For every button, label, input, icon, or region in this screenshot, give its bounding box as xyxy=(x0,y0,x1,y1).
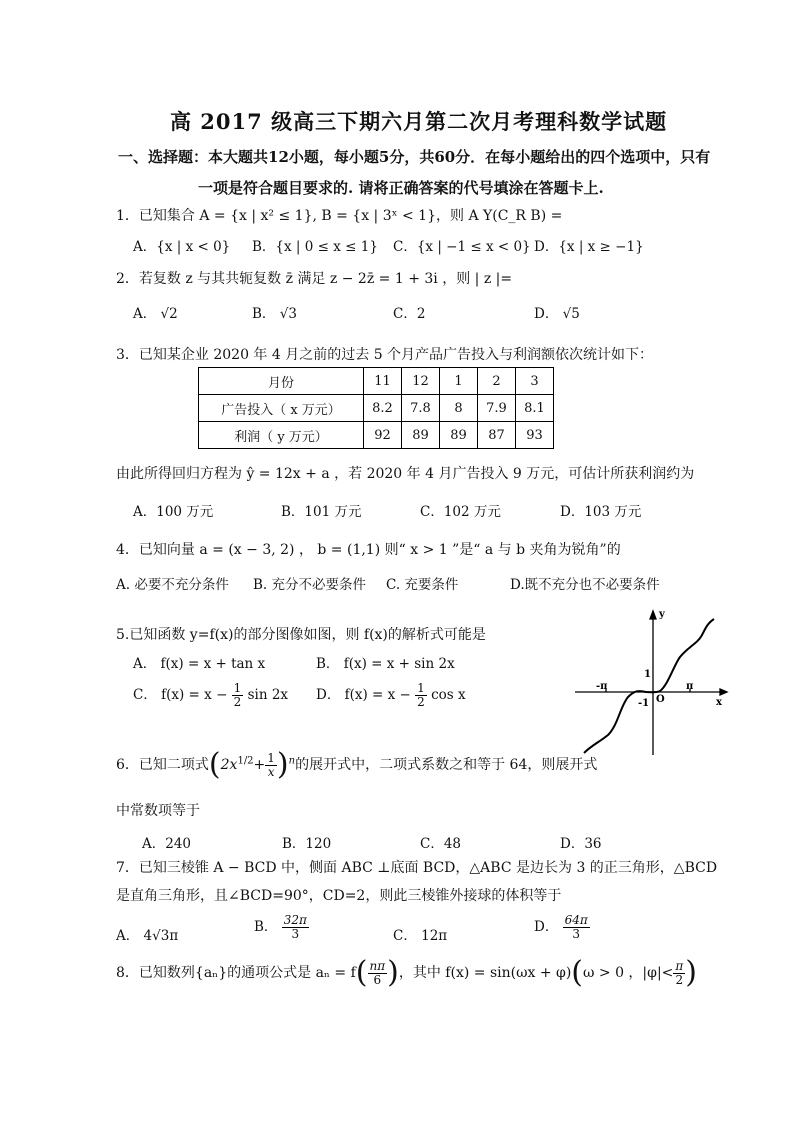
close-paren: ) xyxy=(685,955,697,990)
q5-option-c xyxy=(133,682,288,709)
q5-function-graph xyxy=(570,605,730,760)
binomial-power: n xyxy=(288,755,296,767)
table-row xyxy=(199,368,554,395)
y-axis-arrow xyxy=(650,611,656,619)
q7-option-c: C． 12π xyxy=(393,928,448,944)
fraction-denominator: 3 xyxy=(572,927,581,941)
table-row-label: 广告投入（ x 万元） xyxy=(199,395,364,422)
graph-tick-neg-pi: -π xyxy=(596,681,608,692)
graph-x-label: x xyxy=(716,697,722,708)
q3-stem: 3．已知某企业 2020 年 4 月之前的过去 5 个月产品广告投入与利润额依次统计如下： xyxy=(116,347,654,363)
q6-stem-2: 中常数项等于 xyxy=(116,803,200,819)
table-cell: 87 xyxy=(478,422,516,449)
table-cell: 7.9 xyxy=(478,395,516,422)
q8-fraction xyxy=(368,960,388,987)
q7-option-d xyxy=(534,914,590,941)
table-cell: 2 xyxy=(478,368,516,395)
fraction-denominator: 3 xyxy=(291,927,300,941)
q7-option-d-fraction xyxy=(563,914,590,941)
q6-stem xyxy=(116,747,598,782)
q5-option-c-prefix: C． f(x) = x − xyxy=(133,687,228,703)
q3-stem-2: 由此所得回归方程为 ŷ = 12x + a ，若 2020 年 4 月广告投入 9 万元，可估计所获利润约为 xyxy=(116,466,695,482)
table-row xyxy=(199,395,554,422)
table-cell: 11 xyxy=(364,368,402,395)
q5-stem: 5.已知函数 y=f(x)的部分图像如图，则 f(x)的解析式可能是 xyxy=(116,627,486,643)
graph-tick-pi: π xyxy=(686,681,694,692)
table-cell: 3 xyxy=(516,368,554,395)
q6-stem-prefix: 6．已知二项式 xyxy=(116,757,209,773)
table-cell: 1 xyxy=(440,368,478,395)
fraction-numerator: 1 xyxy=(267,750,275,765)
fraction-numerator: nπ xyxy=(369,958,386,973)
close-paren: ) xyxy=(387,955,399,990)
q7-option-a: A． 4√3π xyxy=(116,928,179,944)
q5-option-a: A． f(x) = x + tan x xyxy=(133,656,266,672)
fraction-numerator: π xyxy=(675,958,684,973)
q8-condition-fraction xyxy=(673,960,685,987)
fraction-numerator: 64π xyxy=(564,913,588,927)
graph-y-label: y xyxy=(659,609,665,620)
q5-option-d xyxy=(316,682,466,709)
close-paren: ) xyxy=(276,747,289,782)
graph-tick-neg1: -1 xyxy=(638,698,650,709)
q4-option-b: B. 充分不必要条件 xyxy=(253,577,367,593)
fraction-numerator: 1 xyxy=(233,681,242,695)
table-row xyxy=(199,422,554,449)
table-cell: 89 xyxy=(402,422,440,449)
q7-option-b-fraction xyxy=(282,914,309,941)
q2-option-c: C．2 xyxy=(393,306,426,322)
table-cell: 12 xyxy=(402,368,440,395)
q1-option-b: B．{x | 0 ≤ x ≤ 1} xyxy=(252,239,378,255)
q2-option-b: B． √3 xyxy=(252,306,297,322)
binomial-fraction xyxy=(265,752,277,779)
q5-option-d-prefix: D． f(x) = x − xyxy=(316,687,411,703)
q3-option-c: C．102 万元 xyxy=(420,504,501,520)
binomial-coef: 2x xyxy=(220,757,238,773)
table-cell: 7.8 xyxy=(402,395,440,422)
table-cell: 8.2 xyxy=(364,395,402,422)
q6-option-b: B．120 xyxy=(282,836,332,852)
q3-data-table xyxy=(198,367,554,449)
q4-option-d: D.既不充分也不必要条件 xyxy=(510,577,660,593)
q6-option-a: A．240 xyxy=(142,836,192,852)
q1-option-a: A．{x | x < 0} xyxy=(133,239,231,255)
q1-stem: 1．已知集合 A = {x | x² ≤ 1}, B = {x | 3ˣ < 1}，则 A Y(C_R B) = xyxy=(116,208,563,224)
q8-stem-middle: ，其中 f(x) = sin(ωx + φ) xyxy=(398,965,572,981)
q8-stem-prefix: 8．已知数列{aₙ}的通项公式是 aₙ = f xyxy=(116,965,356,981)
q3-option-b: B．101 万元 xyxy=(281,504,362,520)
q5-option-d-fraction xyxy=(415,682,427,709)
q1-option-c: C．{x | −1 ≤ x < 0} xyxy=(393,239,531,255)
q8-condition: ω > 0 ，|φ|< xyxy=(583,965,674,981)
fraction-denominator: x xyxy=(267,764,275,779)
table-cell: 8.1 xyxy=(516,395,554,422)
q3-option-d: D．103 万元 xyxy=(560,504,642,520)
table-header-label: 月份 xyxy=(199,368,364,395)
binomial-exponent: 1/2 xyxy=(237,755,254,767)
q6-option-d: D．36 xyxy=(560,836,602,852)
table-cell: 92 xyxy=(364,422,402,449)
q5-option-d-suffix: cos x xyxy=(431,687,466,703)
q4-option-a: A. 必要不充分条件 xyxy=(116,577,229,593)
section-instruction-line1: 一、选择题：本大题共12小题，每小题5分，共60分．在每小题给出的四个选项中，只有 xyxy=(118,148,711,166)
q2-option-a: A． √2 xyxy=(133,306,178,322)
fraction-numerator: 1 xyxy=(417,681,425,695)
table-row-label: 利润（ y 万元） xyxy=(199,422,364,449)
open-paren: ( xyxy=(208,747,221,782)
q5-option-c-suffix: sin 2x xyxy=(247,687,289,703)
open-paren: ( xyxy=(355,955,368,990)
q7-stem: 7．已知三棱锥 A − BCD 中，侧面 ABC ⊥底面 BCD，△ABC 是边长为 3 的正三角形，△BCD xyxy=(116,860,718,876)
q6-option-c: C．48 xyxy=(420,836,462,852)
q4-stem: 4．已知向量 a = (x − 3, 2) ， b = (1,1) 则“ x > 1 ”是“ a 与 b 夹角为锐角”的 xyxy=(116,542,621,558)
table-cell: 93 xyxy=(516,422,554,449)
q1-option-d: D．{x | x ≥ −1} xyxy=(534,239,644,255)
q7-option-b-prefix: B． xyxy=(254,919,278,935)
q6-stem-suffix: 的展开式中，二项式系数之和等于 64，则展开式 xyxy=(295,757,598,773)
section-instruction-line2: 一项是符合题目要求的. 请将正确答案的代号填涂在答题卡上. xyxy=(198,179,604,197)
page-title: 高 2017 级高三下期六月第二次月考理科数学试题 xyxy=(170,109,668,134)
table-cell: 89 xyxy=(440,422,478,449)
q4-option-c: C. 充要条件 xyxy=(386,577,459,593)
q8-stem xyxy=(116,955,697,990)
open-paren: ( xyxy=(571,955,584,990)
q7-stem-2: 是直角三角形，且∠BCD=90°，CD=2，则此三棱锥外接球的体积等于 xyxy=(116,888,562,904)
graph-tick-1: 1 xyxy=(644,669,651,680)
q2-stem: 2．若复数 z 与其共轭复数 z̄ 满足 z − 2z̄ = 1 + 3i ，则 | z |= xyxy=(116,271,513,287)
x-axis-arrow xyxy=(720,689,727,695)
q7-option-d-prefix: D． xyxy=(534,919,559,935)
table-cell: 8 xyxy=(440,395,478,422)
fraction-denominator: 2 xyxy=(675,972,684,987)
q7-option-b xyxy=(254,914,309,941)
fraction-denominator: 6 xyxy=(373,972,382,987)
q5-option-c-fraction xyxy=(232,682,244,709)
binomial-plus: + xyxy=(253,757,266,773)
q2-option-d: D． √5 xyxy=(534,306,580,322)
q3-option-a: A．100 万元 xyxy=(133,504,214,520)
fraction-denominator: 2 xyxy=(417,695,425,709)
q5-option-b: B． f(x) = x + sin 2x xyxy=(316,656,455,672)
graph-origin: O xyxy=(656,694,665,705)
fraction-denominator: 2 xyxy=(233,695,242,709)
fraction-numerator: 32π xyxy=(283,913,307,927)
